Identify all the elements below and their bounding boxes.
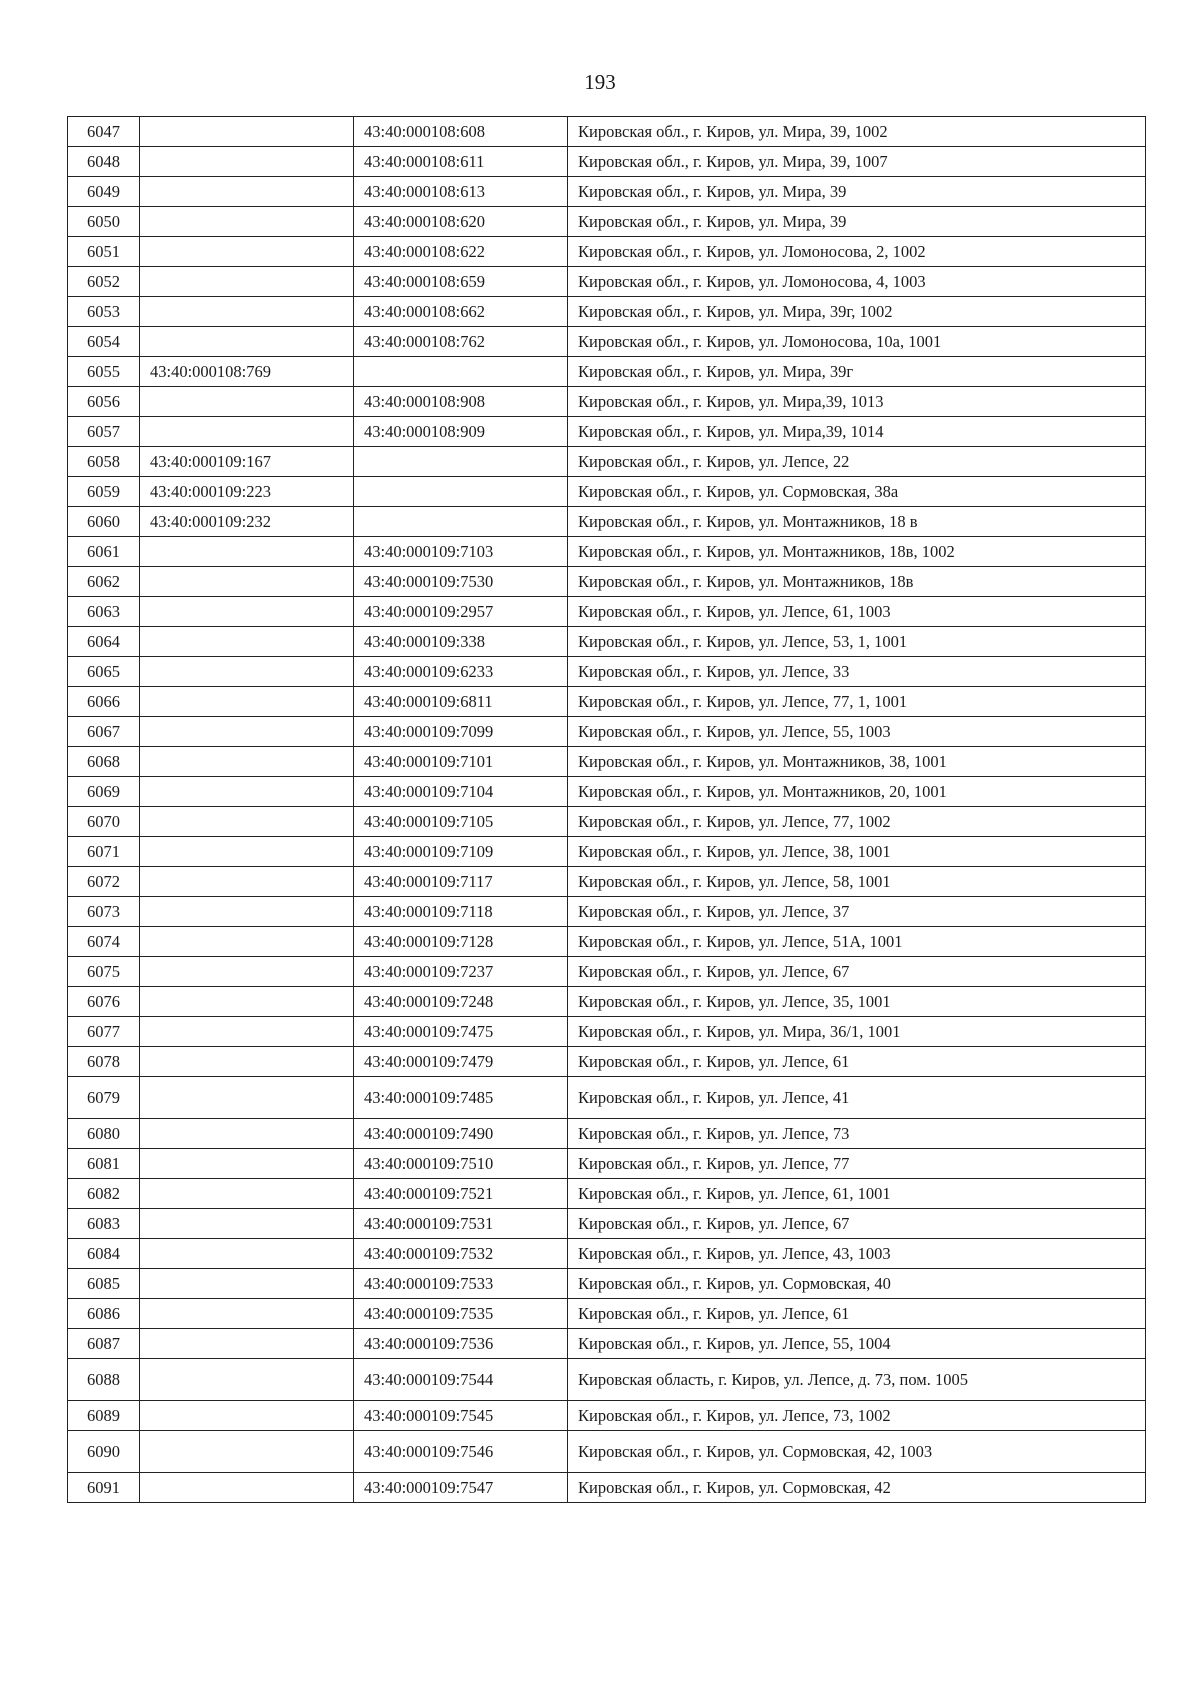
address: Кировская обл., г. Киров, ул. Ломоносова, 2, 1002 bbox=[568, 237, 1146, 267]
cadastral-number-premises bbox=[354, 357, 568, 387]
row-number: 6056 bbox=[68, 387, 140, 417]
address: Кировская обл., г. Киров, ул. Лепсе, 53, 1, 1001 bbox=[568, 627, 1146, 657]
table-row bbox=[68, 357, 1146, 387]
cadastral-number-premises: 43:40:000109:6233 bbox=[354, 657, 568, 687]
table-row bbox=[68, 477, 1146, 507]
table-row bbox=[68, 297, 1146, 327]
table-row bbox=[68, 927, 1146, 957]
cadastral-number-land bbox=[140, 1149, 354, 1179]
table-row bbox=[68, 1209, 1146, 1239]
cadastral-number-land bbox=[140, 1473, 354, 1503]
address: Кировская обл., г. Киров, ул. Лепсе, 77, 1, 1001 bbox=[568, 687, 1146, 717]
row-number: 6069 bbox=[68, 777, 140, 807]
cadastral-number-land bbox=[140, 747, 354, 777]
cadastral-number-land bbox=[140, 657, 354, 687]
address: Кировская обл., г. Киров, ул. Сормовская, 38а bbox=[568, 477, 1146, 507]
table-row bbox=[68, 897, 1146, 927]
row-number: 6073 bbox=[68, 897, 140, 927]
address: Кировская обл., г. Киров, ул. Монтажников, 18в, 1002 bbox=[568, 537, 1146, 567]
address: Кировская обл., г. Киров, ул. Мира,39, 1013 bbox=[568, 387, 1146, 417]
address: Кировская обл., г. Киров, ул. Лепсе, 37 bbox=[568, 897, 1146, 927]
address: Кировская обл., г. Киров, ул. Лепсе, 33 bbox=[568, 657, 1146, 687]
cadastral-number-premises: 43:40:000109:7546 bbox=[354, 1431, 568, 1473]
cadastral-number-land bbox=[140, 1269, 354, 1299]
cadastral-number-premises: 43:40:000109:7530 bbox=[354, 567, 568, 597]
cadastral-number-land bbox=[140, 387, 354, 417]
row-number: 6057 bbox=[68, 417, 140, 447]
cadastral-number-premises: 43:40:000109:7533 bbox=[354, 1269, 568, 1299]
cadastral-number-premises: 43:40:000109:338 bbox=[354, 627, 568, 657]
address: Кировская обл., г. Киров, ул. Мира, 36/1, 1001 bbox=[568, 1017, 1146, 1047]
table-row bbox=[68, 867, 1146, 897]
row-number: 6060 bbox=[68, 507, 140, 537]
row-number: 6076 bbox=[68, 987, 140, 1017]
cadastral-number-premises: 43:40:000108:909 bbox=[354, 417, 568, 447]
table-row bbox=[68, 1179, 1146, 1209]
cadastral-number-premises: 43:40:000108:613 bbox=[354, 177, 568, 207]
cadastral-number-premises: 43:40:000108:620 bbox=[354, 207, 568, 237]
cadastral-number-land bbox=[140, 1179, 354, 1209]
row-number: 6070 bbox=[68, 807, 140, 837]
row-number: 6049 bbox=[68, 177, 140, 207]
table-row bbox=[68, 1329, 1146, 1359]
cadastral-number-land bbox=[140, 237, 354, 267]
table-row bbox=[68, 327, 1146, 357]
address: Кировская обл., г. Киров, ул. Лепсе, 73 bbox=[568, 1119, 1146, 1149]
row-number: 6082 bbox=[68, 1179, 140, 1209]
address: Кировская обл., г. Киров, ул. Лепсе, 43, 1003 bbox=[568, 1239, 1146, 1269]
table-row bbox=[68, 507, 1146, 537]
table-row bbox=[68, 1077, 1146, 1119]
cadastral-number-land bbox=[140, 1239, 354, 1269]
address: Кировская обл., г. Киров, ул. Лепсе, 55, 1004 bbox=[568, 1329, 1146, 1359]
cadastral-number-land: 43:40:000108:769 bbox=[140, 357, 354, 387]
cadastral-number-land bbox=[140, 1299, 354, 1329]
cadastral-number-premises: 43:40:000109:7510 bbox=[354, 1149, 568, 1179]
table-row bbox=[68, 1299, 1146, 1329]
cadastral-number-premises: 43:40:000108:908 bbox=[354, 387, 568, 417]
table-row bbox=[68, 777, 1146, 807]
cadastral-number-land: 43:40:000109:167 bbox=[140, 447, 354, 477]
row-number: 6089 bbox=[68, 1401, 140, 1431]
address: Кировская обл., г. Киров, ул. Мира, 39 bbox=[568, 207, 1146, 237]
address: Кировская обл., г. Киров, ул. Монтажников, 20, 1001 bbox=[568, 777, 1146, 807]
address: Кировская обл., г. Киров, ул. Мира,39, 1014 bbox=[568, 417, 1146, 447]
row-number: 6071 bbox=[68, 837, 140, 867]
table-row bbox=[68, 537, 1146, 567]
cadastral-number-premises: 43:40:000109:7535 bbox=[354, 1299, 568, 1329]
table-row bbox=[68, 1269, 1146, 1299]
row-number: 6086 bbox=[68, 1299, 140, 1329]
cadastral-number-land bbox=[140, 1431, 354, 1473]
row-number: 6058 bbox=[68, 447, 140, 477]
address: Кировская обл., г. Киров, ул. Лепсе, 77, 1002 bbox=[568, 807, 1146, 837]
address: Кировская обл., г. Киров, ул. Мира, 39, 1007 bbox=[568, 147, 1146, 177]
cadastral-number-land bbox=[140, 807, 354, 837]
row-number: 6084 bbox=[68, 1239, 140, 1269]
table-row bbox=[68, 177, 1146, 207]
table-row bbox=[68, 627, 1146, 657]
cadastral-number-land bbox=[140, 1119, 354, 1149]
row-number: 6087 bbox=[68, 1329, 140, 1359]
cadastral-number-land bbox=[140, 297, 354, 327]
cadastral-number-land bbox=[140, 597, 354, 627]
cadastral-number-premises: 43:40:000108:762 bbox=[354, 327, 568, 357]
cadastral-number-land bbox=[140, 117, 354, 147]
table-row bbox=[68, 567, 1146, 597]
row-number: 6055 bbox=[68, 357, 140, 387]
cadastral-number-premises: 43:40:000109:7099 bbox=[354, 717, 568, 747]
cadastral-number-land bbox=[140, 897, 354, 927]
table-row bbox=[68, 957, 1146, 987]
cadastral-number-premises: 43:40:000109:2957 bbox=[354, 597, 568, 627]
row-number: 6066 bbox=[68, 687, 140, 717]
registry-table-body bbox=[68, 117, 1146, 1503]
row-number: 6067 bbox=[68, 717, 140, 747]
cadastral-number-land bbox=[140, 687, 354, 717]
address: Кировская обл., г. Киров, ул. Лепсе, 67 bbox=[568, 957, 1146, 987]
table-row bbox=[68, 1431, 1146, 1473]
cadastral-number-premises: 43:40:000109:7117 bbox=[354, 867, 568, 897]
cadastral-number-premises: 43:40:000109:7104 bbox=[354, 777, 568, 807]
address: Кировская обл., г. Киров, ул. Сормовская, 42, 1003 bbox=[568, 1431, 1146, 1473]
table-row bbox=[68, 717, 1146, 747]
address: Кировская обл., г. Киров, ул. Лепсе, 61 bbox=[568, 1299, 1146, 1329]
page-number: 193 bbox=[584, 70, 616, 94]
cadastral-number-land bbox=[140, 327, 354, 357]
row-number: 6085 bbox=[68, 1269, 140, 1299]
address: Кировская обл., г. Киров, ул. Лепсе, 38, 1001 bbox=[568, 837, 1146, 867]
row-number: 6059 bbox=[68, 477, 140, 507]
cadastral-number-premises: 43:40:000109:7544 bbox=[354, 1359, 568, 1401]
cadastral-number-premises: 43:40:000109:7118 bbox=[354, 897, 568, 927]
table-row bbox=[68, 1119, 1146, 1149]
row-number: 6048 bbox=[68, 147, 140, 177]
table-row bbox=[68, 1239, 1146, 1269]
table-row bbox=[68, 207, 1146, 237]
table-row bbox=[68, 597, 1146, 627]
cadastral-number-premises: 43:40:000109:7128 bbox=[354, 927, 568, 957]
address: Кировская обл., г. Киров, ул. Монтажников, 18в bbox=[568, 567, 1146, 597]
address: Кировская обл., г. Киров, ул. Лепсе, 61, 1001 bbox=[568, 1179, 1146, 1209]
cadastral-number-premises bbox=[354, 477, 568, 507]
registry-table bbox=[67, 116, 1146, 1503]
address: Кировская область, г. Киров, ул. Лепсе, д. 73, пом. 1005 bbox=[568, 1359, 1146, 1401]
cadastral-number-land bbox=[140, 1329, 354, 1359]
cadastral-number-premises: 43:40:000109:7105 bbox=[354, 807, 568, 837]
cadastral-number-premises: 43:40:000109:7545 bbox=[354, 1401, 568, 1431]
cadastral-number-land bbox=[140, 177, 354, 207]
cadastral-number-land bbox=[140, 957, 354, 987]
cadastral-number-premises: 43:40:000109:7237 bbox=[354, 957, 568, 987]
row-number: 6063 bbox=[68, 597, 140, 627]
cadastral-number-land bbox=[140, 867, 354, 897]
address: Кировская обл., г. Киров, ул. Сормовская, 42 bbox=[568, 1473, 1146, 1503]
address: Кировская обл., г. Киров, ул. Лепсе, 61 bbox=[568, 1047, 1146, 1077]
table-row bbox=[68, 267, 1146, 297]
table-row bbox=[68, 237, 1146, 267]
cadastral-number-premises: 43:40:000109:6811 bbox=[354, 687, 568, 717]
cadastral-number-land bbox=[140, 927, 354, 957]
table-row bbox=[68, 657, 1146, 687]
cadastral-number-land bbox=[140, 147, 354, 177]
table-row bbox=[68, 807, 1146, 837]
cadastral-number-premises: 43:40:000109:7536 bbox=[354, 1329, 568, 1359]
cadastral-number-premises: 43:40:000109:7521 bbox=[354, 1179, 568, 1209]
cadastral-number-land bbox=[140, 1209, 354, 1239]
cadastral-number-land bbox=[140, 1077, 354, 1119]
address: Кировская обл., г. Киров, ул. Мира, 39г bbox=[568, 357, 1146, 387]
row-number: 6062 bbox=[68, 567, 140, 597]
cadastral-number-land: 43:40:000109:223 bbox=[140, 477, 354, 507]
cadastral-number-land bbox=[140, 1047, 354, 1077]
address: Кировская обл., г. Киров, ул. Монтажников, 18 в bbox=[568, 507, 1146, 537]
row-number: 6047 bbox=[68, 117, 140, 147]
cadastral-number-land bbox=[140, 627, 354, 657]
row-number: 6080 bbox=[68, 1119, 140, 1149]
cadastral-number-land bbox=[140, 267, 354, 297]
cadastral-number-premises: 43:40:000109:7475 bbox=[354, 1017, 568, 1047]
row-number: 6079 bbox=[68, 1077, 140, 1119]
row-number: 6053 bbox=[68, 297, 140, 327]
address: Кировская обл., г. Киров, ул. Ломоносова, 10а, 1001 bbox=[568, 327, 1146, 357]
row-number: 6074 bbox=[68, 927, 140, 957]
table-row bbox=[68, 1401, 1146, 1431]
table-row bbox=[68, 1149, 1146, 1179]
row-number: 6091 bbox=[68, 1473, 140, 1503]
table-row bbox=[68, 1359, 1146, 1401]
address: Кировская обл., г. Киров, ул. Лепсе, 41 bbox=[568, 1077, 1146, 1119]
cadastral-number-land: 43:40:000109:232 bbox=[140, 507, 354, 537]
address: Кировская обл., г. Киров, ул. Лепсе, 73, 1002 bbox=[568, 1401, 1146, 1431]
table-row bbox=[68, 417, 1146, 447]
cadastral-number-premises: 43:40:000108:608 bbox=[354, 117, 568, 147]
row-number: 6090 bbox=[68, 1431, 140, 1473]
cadastral-number-premises: 43:40:000108:662 bbox=[354, 297, 568, 327]
table-row bbox=[68, 117, 1146, 147]
cadastral-number-premises: 43:40:000109:7532 bbox=[354, 1239, 568, 1269]
address: Кировская обл., г. Киров, ул. Мира, 39 bbox=[568, 177, 1146, 207]
table-row bbox=[68, 747, 1146, 777]
table-row bbox=[68, 1017, 1146, 1047]
table-row bbox=[68, 987, 1146, 1017]
cadastral-number-premises: 43:40:000109:7101 bbox=[354, 747, 568, 777]
cadastral-number-premises: 43:40:000108:622 bbox=[354, 237, 568, 267]
address: Кировская обл., г. Киров, ул. Монтажников, 38, 1001 bbox=[568, 747, 1146, 777]
row-number: 6052 bbox=[68, 267, 140, 297]
address: Кировская обл., г. Киров, ул. Ломоносова, 4, 1003 bbox=[568, 267, 1146, 297]
address: Кировская обл., г. Киров, ул. Лепсе, 58, 1001 bbox=[568, 867, 1146, 897]
row-number: 6075 bbox=[68, 957, 140, 987]
row-number: 6072 bbox=[68, 867, 140, 897]
address: Кировская обл., г. Киров, ул. Лепсе, 55, 1003 bbox=[568, 717, 1146, 747]
cadastral-number-premises: 43:40:000109:7485 bbox=[354, 1077, 568, 1119]
cadastral-number-premises bbox=[354, 447, 568, 477]
cadastral-number-land bbox=[140, 777, 354, 807]
cadastral-number-land bbox=[140, 1401, 354, 1431]
address: Кировская обл., г. Киров, ул. Лепсе, 67 bbox=[568, 1209, 1146, 1239]
cadastral-number-premises: 43:40:000109:7479 bbox=[354, 1047, 568, 1077]
cadastral-number-land bbox=[140, 537, 354, 567]
address: Кировская обл., г. Киров, ул. Сормовская, 40 bbox=[568, 1269, 1146, 1299]
cadastral-number-premises bbox=[354, 507, 568, 537]
row-number: 6068 bbox=[68, 747, 140, 777]
row-number: 6081 bbox=[68, 1149, 140, 1179]
table-row bbox=[68, 837, 1146, 867]
cadastral-number-land bbox=[140, 717, 354, 747]
cadastral-number-land bbox=[140, 837, 354, 867]
address: Кировская обл., г. Киров, ул. Мира, 39, 1002 bbox=[568, 117, 1146, 147]
address: Кировская обл., г. Киров, ул. Мира, 39г, 1002 bbox=[568, 297, 1146, 327]
cadastral-number-land bbox=[140, 417, 354, 447]
cadastral-number-premises: 43:40:000108:611 bbox=[354, 147, 568, 177]
cadastral-number-land bbox=[140, 567, 354, 597]
row-number: 6051 bbox=[68, 237, 140, 267]
row-number: 6078 bbox=[68, 1047, 140, 1077]
cadastral-number-premises: 43:40:000108:659 bbox=[354, 267, 568, 297]
row-number: 6077 bbox=[68, 1017, 140, 1047]
row-number: 6065 bbox=[68, 657, 140, 687]
row-number: 6061 bbox=[68, 537, 140, 567]
table-row bbox=[68, 1047, 1146, 1077]
address: Кировская обл., г. Киров, ул. Лепсе, 61, 1003 bbox=[568, 597, 1146, 627]
table-row bbox=[68, 687, 1146, 717]
table-row bbox=[68, 147, 1146, 177]
row-number: 6054 bbox=[68, 327, 140, 357]
table-row bbox=[68, 387, 1146, 417]
row-number: 6050 bbox=[68, 207, 140, 237]
cadastral-number-premises: 43:40:000109:7248 bbox=[354, 987, 568, 1017]
cadastral-number-land bbox=[140, 207, 354, 237]
row-number: 6088 bbox=[68, 1359, 140, 1401]
address: Кировская обл., г. Киров, ул. Лепсе, 35, 1001 bbox=[568, 987, 1146, 1017]
cadastral-number-land bbox=[140, 1017, 354, 1047]
table-row bbox=[68, 447, 1146, 477]
row-number: 6083 bbox=[68, 1209, 140, 1239]
row-number: 6064 bbox=[68, 627, 140, 657]
address: Кировская обл., г. Киров, ул. Лепсе, 22 bbox=[568, 447, 1146, 477]
address: Кировская обл., г. Киров, ул. Лепсе, 51А, 1001 bbox=[568, 927, 1146, 957]
cadastral-number-premises: 43:40:000109:7547 bbox=[354, 1473, 568, 1503]
cadastral-number-land bbox=[140, 987, 354, 1017]
address: Кировская обл., г. Киров, ул. Лепсе, 77 bbox=[568, 1149, 1146, 1179]
cadastral-number-land bbox=[140, 1359, 354, 1401]
cadastral-number-premises: 43:40:000109:7103 bbox=[354, 537, 568, 567]
table-row bbox=[68, 1473, 1146, 1503]
cadastral-number-premises: 43:40:000109:7490 bbox=[354, 1119, 568, 1149]
cadastral-number-premises: 43:40:000109:7531 bbox=[354, 1209, 568, 1239]
cadastral-number-premises: 43:40:000109:7109 bbox=[354, 837, 568, 867]
